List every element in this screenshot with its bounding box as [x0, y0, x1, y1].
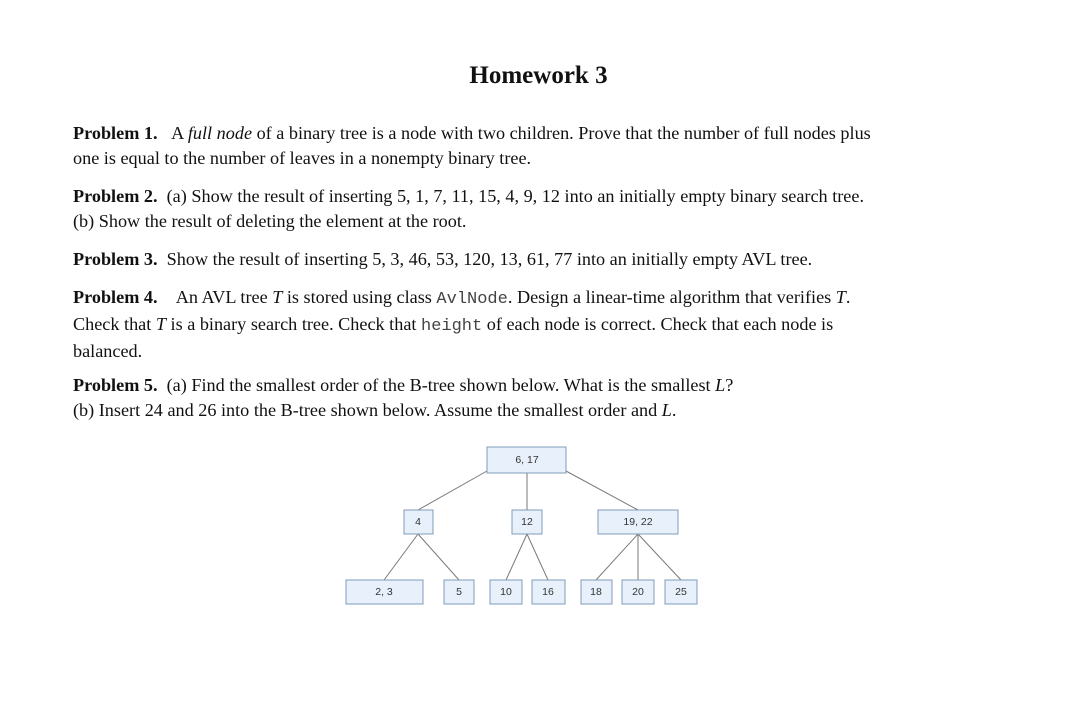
btree-leaf-18-keys: 18	[590, 585, 602, 598]
btree-node-4-keys: 4	[415, 515, 421, 528]
btree-leaf-16-keys: 16	[542, 585, 554, 598]
edge-root-n4	[418, 471, 487, 510]
problem-1-pre: A	[171, 123, 188, 143]
problem-2-part-a: (a) Show the result of inserting 5, 1, 7, 11, 15, 4, 9, 12 into an initially empty binary search tree.	[166, 186, 865, 206]
btree-leaf-20-keys: 20	[632, 585, 644, 598]
edge-n12-l10	[506, 534, 527, 580]
problem-2-label: Problem 2.	[73, 186, 158, 206]
problem-1-term: full node	[187, 123, 253, 143]
problem-4-var-1: T	[272, 287, 283, 307]
btree-leaf-5-keys: 5	[456, 585, 462, 598]
problem-5-var-2: L	[661, 400, 672, 420]
btree-root-keys: 6, 17	[515, 453, 539, 466]
problem-1-text-2: one is equal to the number of leaves in a nonempty binary tree.	[73, 148, 532, 168]
problem-5-b2: .	[671, 400, 677, 420]
problem-4-t7: of each node is correct. Check that each node is	[482, 314, 834, 334]
problem-4-var-2: T	[835, 287, 846, 307]
edge-n4-l5	[418, 534, 459, 580]
problem-5-a1: (a) Find the smallest order of the B-tree shown below. What is the smallest	[166, 375, 716, 395]
btree-node-19-22-keys: 19, 22	[623, 515, 653, 528]
problem-1-text-1: of a binary tree is a node with two children. Prove that the number of full nodes plus	[252, 123, 871, 143]
edge-n1922-l25	[638, 534, 681, 580]
problem-4-var-3: T	[155, 314, 166, 334]
btree-leaf-10-keys: 10	[500, 585, 512, 598]
problem-4-t6: is a binary search tree. Check that	[165, 314, 421, 334]
problem-4-label: Problem 4.	[73, 287, 158, 307]
problem-5-b1: (b) Insert 24 and 26 into the B-tree shown below. Assume the smallest order and	[73, 400, 662, 420]
problem-4-code-height: height	[421, 317, 483, 336]
problem-5-var-1: L	[715, 375, 726, 395]
problem-4-t1: An AVL tree	[175, 287, 273, 307]
btree-leaf-2-3-keys: 2, 3	[375, 585, 393, 598]
problem-4-t5: Check that	[73, 314, 156, 334]
edge-n1922-l18	[596, 534, 638, 580]
problem-2-part-b: (b) Show the result of deleting the element at the root.	[73, 211, 467, 231]
problem-4-t8: balanced.	[73, 341, 143, 361]
problem-3-text: Show the result of inserting 5, 3, 46, 53, 120, 13, 61, 77 into an initially empty AVL tree.	[166, 249, 813, 269]
btree-node-12-keys: 12	[521, 515, 533, 528]
edge-n12-l16	[527, 534, 548, 580]
problem-4-t3: . Design a linear-time algorithm that verifies	[507, 287, 836, 307]
problem-5-a2: ?	[725, 375, 734, 395]
edge-n4-l23	[384, 534, 418, 580]
problem-4-code-class: AvlNode	[436, 290, 508, 309]
page-title: Homework 3	[469, 62, 608, 89]
edge-root-n1922	[566, 471, 638, 510]
problem-4-t2: is stored using class	[282, 287, 437, 307]
problem-1-label: Problem 1.	[73, 123, 158, 143]
problem-4-t4: .	[845, 287, 851, 307]
problem-3-label: Problem 3.	[73, 249, 158, 269]
btree-leaf-25-keys: 25	[675, 585, 687, 598]
problem-5-label: Problem 5.	[73, 375, 158, 395]
